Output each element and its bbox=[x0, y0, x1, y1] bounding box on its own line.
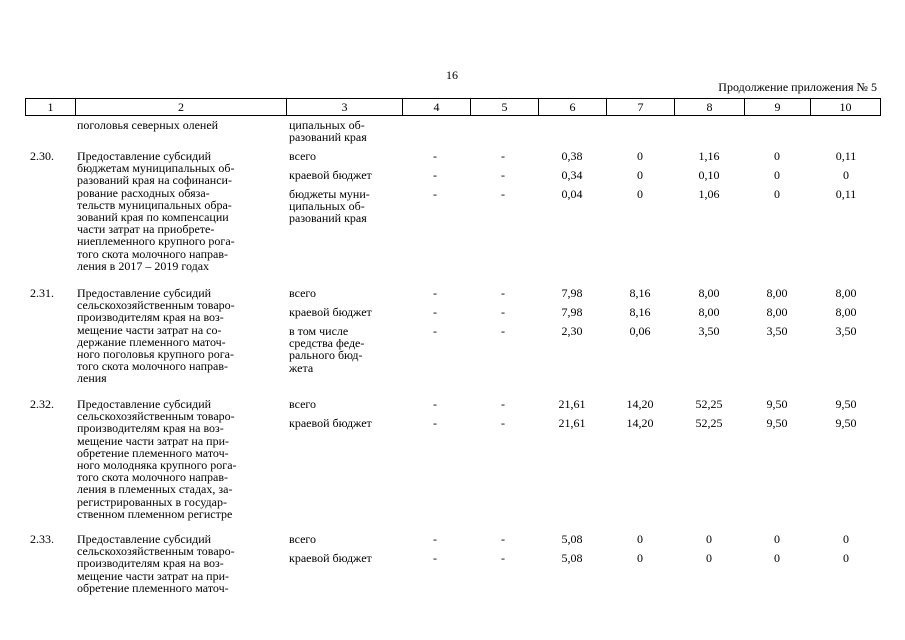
column-number: 3 bbox=[287, 99, 403, 116]
text-line: ципальных об- bbox=[289, 199, 365, 214]
cell-value: 1,16 bbox=[698, 149, 720, 163]
text-line: Предоставление субсидий bbox=[77, 397, 212, 411]
cell-value: 3,50 bbox=[835, 324, 857, 338]
text-line: производителям края на воз- bbox=[77, 310, 224, 325]
text-line: мещение части затрат на со- bbox=[77, 322, 222, 337]
continuation-note: Продолжение приложения № 5 bbox=[718, 80, 877, 94]
cell-value: 0 bbox=[843, 532, 849, 546]
cell-value: - bbox=[433, 397, 437, 411]
cell-value: 3,50 bbox=[766, 324, 788, 338]
row-number: 2.33. bbox=[30, 532, 54, 546]
cell-value: 9,50 bbox=[835, 397, 857, 411]
column-number: 8 bbox=[675, 99, 745, 116]
text-line: всего bbox=[289, 149, 317, 163]
text-line: тельств муниципальных обра- bbox=[77, 197, 232, 212]
cell-value: 0 bbox=[774, 149, 780, 163]
funding-source bbox=[289, 306, 400, 318]
cell-value: 7,98 bbox=[561, 286, 583, 300]
cell-value: - bbox=[433, 286, 437, 300]
text-line: обретение племенного маточ- bbox=[77, 580, 229, 595]
text-line: регистрированных в государ- bbox=[77, 494, 227, 509]
column-number: 1 bbox=[26, 99, 76, 116]
text-line: обретение племенного маточ- bbox=[77, 445, 229, 460]
cell-value: - bbox=[501, 286, 505, 300]
cell-value: 21,61 bbox=[558, 416, 586, 430]
text-line: разований края bbox=[289, 130, 367, 145]
funding-source bbox=[289, 533, 400, 545]
cell-value: 0,10 bbox=[698, 168, 720, 182]
cell-value: - bbox=[433, 187, 437, 201]
text-line: ного поголовья крупного рога- bbox=[77, 347, 234, 362]
cell-value: - bbox=[501, 324, 505, 338]
cell-value: 0 bbox=[843, 168, 849, 182]
cell-value: 0,38 bbox=[561, 149, 583, 163]
text-line: краевой бюджет bbox=[289, 551, 372, 565]
cell-value: - bbox=[501, 168, 505, 182]
cell-value: - bbox=[501, 149, 505, 163]
funding-source bbox=[289, 417, 400, 429]
cell-value: - bbox=[433, 532, 437, 546]
column-number: 6 bbox=[539, 99, 607, 116]
text-line: рование расходных обяза- bbox=[77, 185, 210, 200]
text-line: зований края по компенсации bbox=[77, 210, 229, 225]
column-number: 9 bbox=[745, 99, 811, 116]
cell-value: 8,00 bbox=[766, 305, 788, 319]
funding-source bbox=[289, 169, 400, 181]
column-header-table bbox=[25, 98, 881, 116]
text-line: ниеплеменного крупного рога- bbox=[77, 234, 235, 249]
text-line: части затрат на приобрете- bbox=[77, 222, 215, 237]
text-line: бюджетам муниципальных об- bbox=[77, 161, 235, 176]
fragment-description bbox=[77, 119, 283, 131]
cell-value: 0,11 bbox=[835, 187, 857, 201]
cell-value: 8,00 bbox=[835, 305, 857, 319]
cell-value: 7,98 bbox=[561, 305, 583, 319]
text-line: держание племенного маточ- bbox=[77, 334, 226, 349]
cell-value: 14,20 bbox=[626, 416, 654, 430]
cell-value: 8,16 bbox=[629, 305, 651, 319]
cell-value: - bbox=[433, 416, 437, 430]
text-line: Предоставление субсидий bbox=[77, 532, 212, 546]
cell-value: 0,34 bbox=[561, 168, 583, 182]
cell-value: 0 bbox=[706, 551, 712, 565]
text-line: всего bbox=[289, 397, 317, 411]
row-number: 2.31. bbox=[30, 286, 54, 300]
cell-value: 8,16 bbox=[629, 286, 651, 300]
cell-value: 1,06 bbox=[698, 187, 720, 201]
row-description bbox=[77, 533, 283, 594]
cell-value: 0 bbox=[637, 149, 643, 163]
cell-value: - bbox=[433, 168, 437, 182]
text-line: сельскохозяйственным товаро- bbox=[77, 298, 235, 313]
text-line: бюджеты муни- bbox=[289, 187, 370, 201]
cell-value: 0,06 bbox=[629, 324, 651, 338]
funding-source bbox=[289, 398, 400, 410]
cell-value: - bbox=[433, 149, 437, 163]
cell-value: 0 bbox=[843, 551, 849, 565]
row-description bbox=[77, 287, 283, 385]
text-line: краевой бюджет bbox=[289, 305, 372, 319]
cell-value: 0,04 bbox=[561, 187, 583, 201]
cell-value: - bbox=[501, 416, 505, 430]
cell-value: 9,50 bbox=[766, 397, 788, 411]
cell-value: - bbox=[501, 305, 505, 319]
row-description bbox=[77, 150, 283, 272]
cell-value: - bbox=[501, 532, 505, 546]
text-line: поголовья северных оленей bbox=[77, 118, 219, 132]
cell-value: - bbox=[501, 551, 505, 565]
text-line: краевой бюджет bbox=[289, 168, 372, 182]
cell-value: 21,61 bbox=[558, 397, 586, 411]
text-line: сельскохозяйственным товаро- bbox=[77, 544, 235, 559]
text-line: жета bbox=[289, 360, 314, 375]
cell-value: 8,00 bbox=[698, 286, 720, 300]
cell-value: 5,08 bbox=[561, 551, 583, 565]
cell-value: 14,20 bbox=[626, 397, 654, 411]
cell-value: 52,25 bbox=[695, 397, 723, 411]
row-description bbox=[77, 398, 283, 520]
text-line: краевой бюджет bbox=[289, 416, 372, 430]
row-number: 2.32. bbox=[30, 397, 54, 411]
text-line: того скота молочного направ- bbox=[77, 470, 229, 485]
text-line: ления в 2017 – 2019 годах bbox=[77, 258, 210, 273]
text-line: всего bbox=[289, 532, 317, 546]
cell-value: 0 bbox=[637, 187, 643, 201]
funding-source bbox=[289, 287, 400, 299]
funding-source bbox=[289, 150, 400, 162]
cell-value: 0 bbox=[637, 168, 643, 182]
column-number: 7 bbox=[607, 99, 675, 116]
cell-value: - bbox=[501, 397, 505, 411]
fragment-source bbox=[289, 119, 400, 143]
cell-value: 9,50 bbox=[766, 416, 788, 430]
text-line: мещение части затрат на при- bbox=[77, 568, 230, 583]
text-line: того скота молочного направ- bbox=[77, 246, 229, 261]
text-line: разований края bbox=[289, 211, 367, 226]
text-line: ного молодняка крупного рога- bbox=[77, 458, 237, 473]
column-number: 4 bbox=[403, 99, 471, 116]
cell-value: 9,50 bbox=[835, 416, 857, 430]
text-line: ления в племенных стадах, за- bbox=[77, 482, 233, 497]
cell-value: 0 bbox=[774, 551, 780, 565]
cell-value: 0 bbox=[774, 187, 780, 201]
text-line: средства феде- bbox=[289, 336, 365, 351]
cell-value: 8,00 bbox=[698, 305, 720, 319]
text-line: разований края на софинанси- bbox=[77, 173, 232, 188]
funding-source bbox=[289, 325, 400, 374]
text-line: ления bbox=[77, 371, 107, 386]
cell-value: 0 bbox=[774, 532, 780, 546]
column-number: 2 bbox=[76, 99, 287, 116]
page-number: 16 bbox=[446, 68, 458, 82]
text-line: сельскохозяйственным товаро- bbox=[77, 409, 235, 424]
cell-value: 5,08 bbox=[561, 532, 583, 546]
text-line: мещение части затрат на при- bbox=[77, 433, 230, 448]
row-number: 2.30. bbox=[30, 149, 54, 163]
column-number: 5 bbox=[471, 99, 539, 116]
cell-value: - bbox=[433, 305, 437, 319]
cell-value: 8,00 bbox=[766, 286, 788, 300]
cell-value: 0 bbox=[774, 168, 780, 182]
funding-source bbox=[289, 552, 400, 564]
cell-value: 0,11 bbox=[835, 149, 857, 163]
text-line: в том числе bbox=[289, 324, 349, 338]
cell-value: 0 bbox=[637, 532, 643, 546]
cell-value: - bbox=[433, 551, 437, 565]
column-number: 10 bbox=[811, 99, 881, 116]
text-line: ципальных об- bbox=[289, 118, 365, 132]
cell-value: 3,50 bbox=[698, 324, 720, 338]
cell-value: 0 bbox=[706, 532, 712, 546]
cell-value: 52,25 bbox=[695, 416, 723, 430]
cell-value: 2,30 bbox=[561, 324, 583, 338]
cell-value: - bbox=[433, 324, 437, 338]
text-line: ственном племенном регистре bbox=[77, 506, 233, 521]
cell-value: - bbox=[501, 187, 505, 201]
text-line: производителям края на воз- bbox=[77, 421, 224, 436]
funding-source bbox=[289, 188, 400, 225]
text-line: того скота молочного направ- bbox=[77, 359, 229, 374]
text-line: Предоставление субсидий bbox=[77, 286, 212, 300]
text-line: всего bbox=[289, 286, 317, 300]
text-line: рального бюд- bbox=[289, 348, 363, 363]
text-line: производителям края на воз- bbox=[77, 556, 224, 571]
text-line: Предоставление субсидий bbox=[77, 149, 212, 163]
cell-value: 8,00 bbox=[835, 286, 857, 300]
cell-value: 0 bbox=[637, 551, 643, 565]
